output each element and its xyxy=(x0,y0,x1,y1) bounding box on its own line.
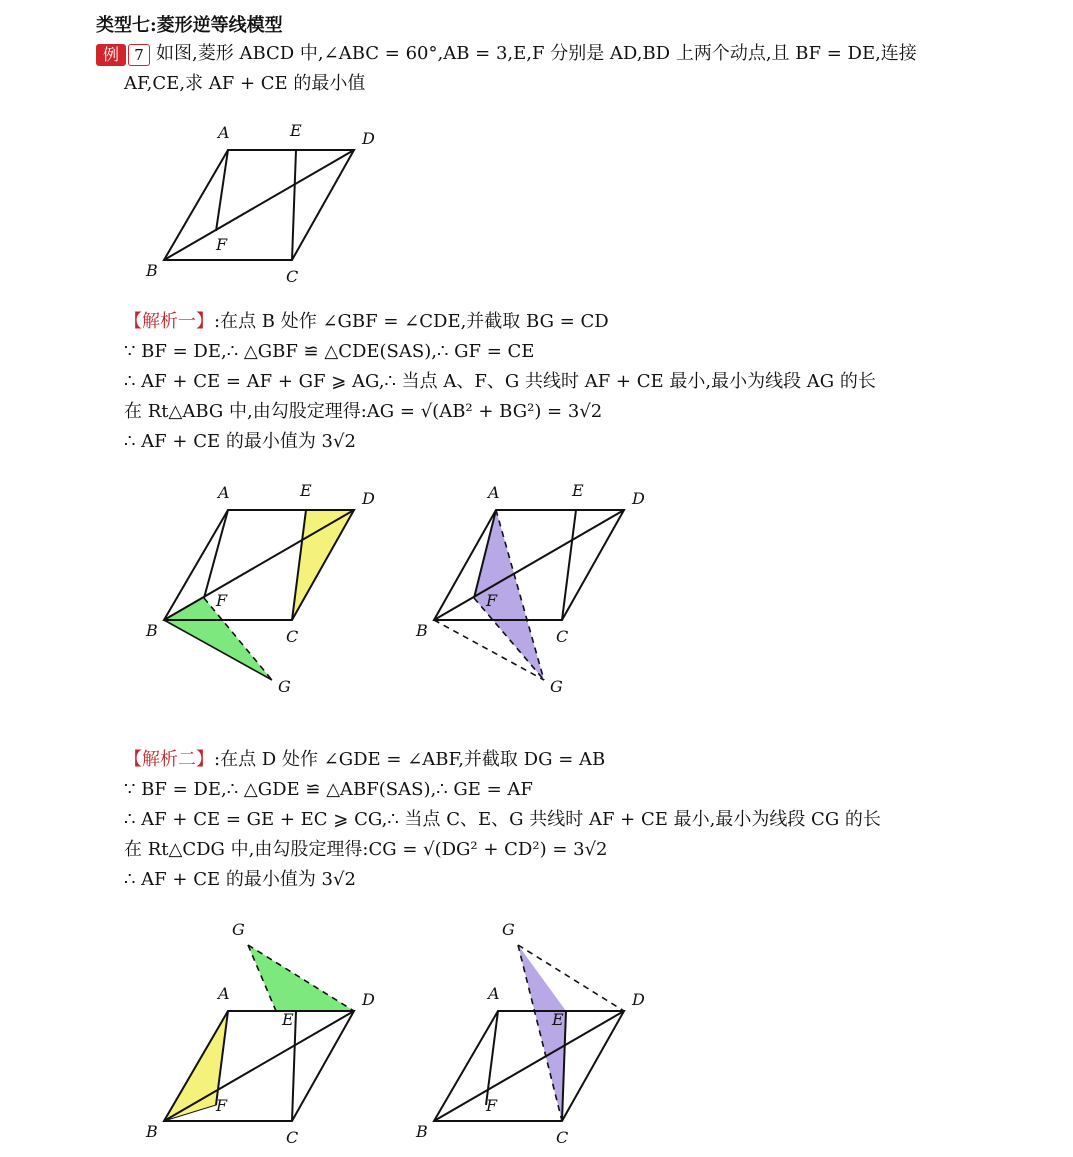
label-F: F xyxy=(486,591,498,610)
label-B: B xyxy=(416,621,428,640)
figure-solution1-a xyxy=(140,480,400,700)
label-D: D xyxy=(632,489,645,508)
label-A: A xyxy=(218,984,230,1003)
label-E: E xyxy=(572,481,584,500)
label-G: G xyxy=(550,677,563,696)
label-D: D xyxy=(362,990,375,1009)
label-C: C xyxy=(556,627,569,646)
label-A: A xyxy=(218,483,230,502)
label-C: C xyxy=(286,1128,299,1147)
solution2-line-5: ∴ AF + CE 的最小值为 3√2 xyxy=(124,869,356,890)
section-title: 类型七:菱形逆等线模型 xyxy=(96,15,283,36)
label-A: A xyxy=(488,984,500,1003)
label-F: F xyxy=(216,591,228,610)
solution2-line-4: 在 Rt△CDG 中,由勾股定理得:CG = √(DG² + CD²) = 3√2 xyxy=(124,839,608,860)
solution1-tag: 【解析一】 xyxy=(124,311,214,332)
label-G: G xyxy=(502,920,515,939)
problem-line-1: 如图,菱形 ABCD 中,∠ABC = 60°,AB = 3,E,F 分别是 AD,BD 上两个动点,且 BF = DE,连接 xyxy=(156,43,917,64)
problem-line-2: AF,CE,求 AF + CE 的最小值 xyxy=(124,73,366,94)
example-number: 7 xyxy=(128,44,150,66)
label-E: E xyxy=(290,121,302,140)
label-C: C xyxy=(286,267,299,286)
label-E: E xyxy=(300,481,312,500)
label-C: C xyxy=(556,1128,569,1147)
label-G: G xyxy=(232,920,245,939)
label-D: D xyxy=(362,129,375,148)
label-F: F xyxy=(216,235,228,254)
label-B: B xyxy=(146,621,158,640)
solution2-line-2: ∵ BF = DE,∴ △GDE ≌ △ABF(SAS),∴ GE = AF xyxy=(124,779,533,800)
solution2-line-1: :在点 D 处作 ∠GDE = ∠ABF,并截取 DG = AB xyxy=(214,749,606,770)
solution2-line-3: ∴ AF + CE = GE + EC ⩾ CG,∴ 当点 C、E、G 共线时 AF + CE 最小,最小为线段 CG 的长 xyxy=(124,809,881,830)
solution1-line-1: :在点 B 处作 ∠GBF = ∠CDE,并截取 BG = CD xyxy=(214,311,609,332)
label-F: F xyxy=(486,1096,498,1115)
label-C: C xyxy=(286,627,299,646)
label-D: D xyxy=(362,489,375,508)
label-G: G xyxy=(278,677,291,696)
solution1-line-3: ∴ AF + CE = AF + GF ⩾ AG,∴ 当点 A、F、G 共线时 AF + CE 最小,最小为线段 AG 的长 xyxy=(124,371,876,392)
figure-problem xyxy=(140,120,400,290)
solution2-tag: 【解析二】 xyxy=(124,749,214,770)
label-B: B xyxy=(146,261,158,280)
solution1-line-5: ∴ AF + CE 的最小值为 3√2 xyxy=(124,431,356,452)
label-A: A xyxy=(488,483,500,502)
label-E: E xyxy=(552,1010,564,1029)
label-B: B xyxy=(416,1122,428,1141)
label-E: E xyxy=(282,1010,294,1029)
label-A: A xyxy=(218,123,230,142)
example-badge: 例 xyxy=(96,44,126,66)
figure-solution2-b xyxy=(410,915,670,1150)
figure-solution1-b xyxy=(410,480,670,700)
label-F: F xyxy=(216,1096,228,1115)
solution1-line-4: 在 Rt△ABG 中,由勾股定理得:AG = √(AB² + BG²) = 3√2 xyxy=(124,401,603,422)
solution1-line-2: ∵ BF = DE,∴ △GBF ≌ △CDE(SAS),∴ GF = CE xyxy=(124,341,535,362)
label-D: D xyxy=(632,990,645,1009)
figure-solution2-a xyxy=(140,915,400,1150)
label-B: B xyxy=(146,1122,158,1141)
